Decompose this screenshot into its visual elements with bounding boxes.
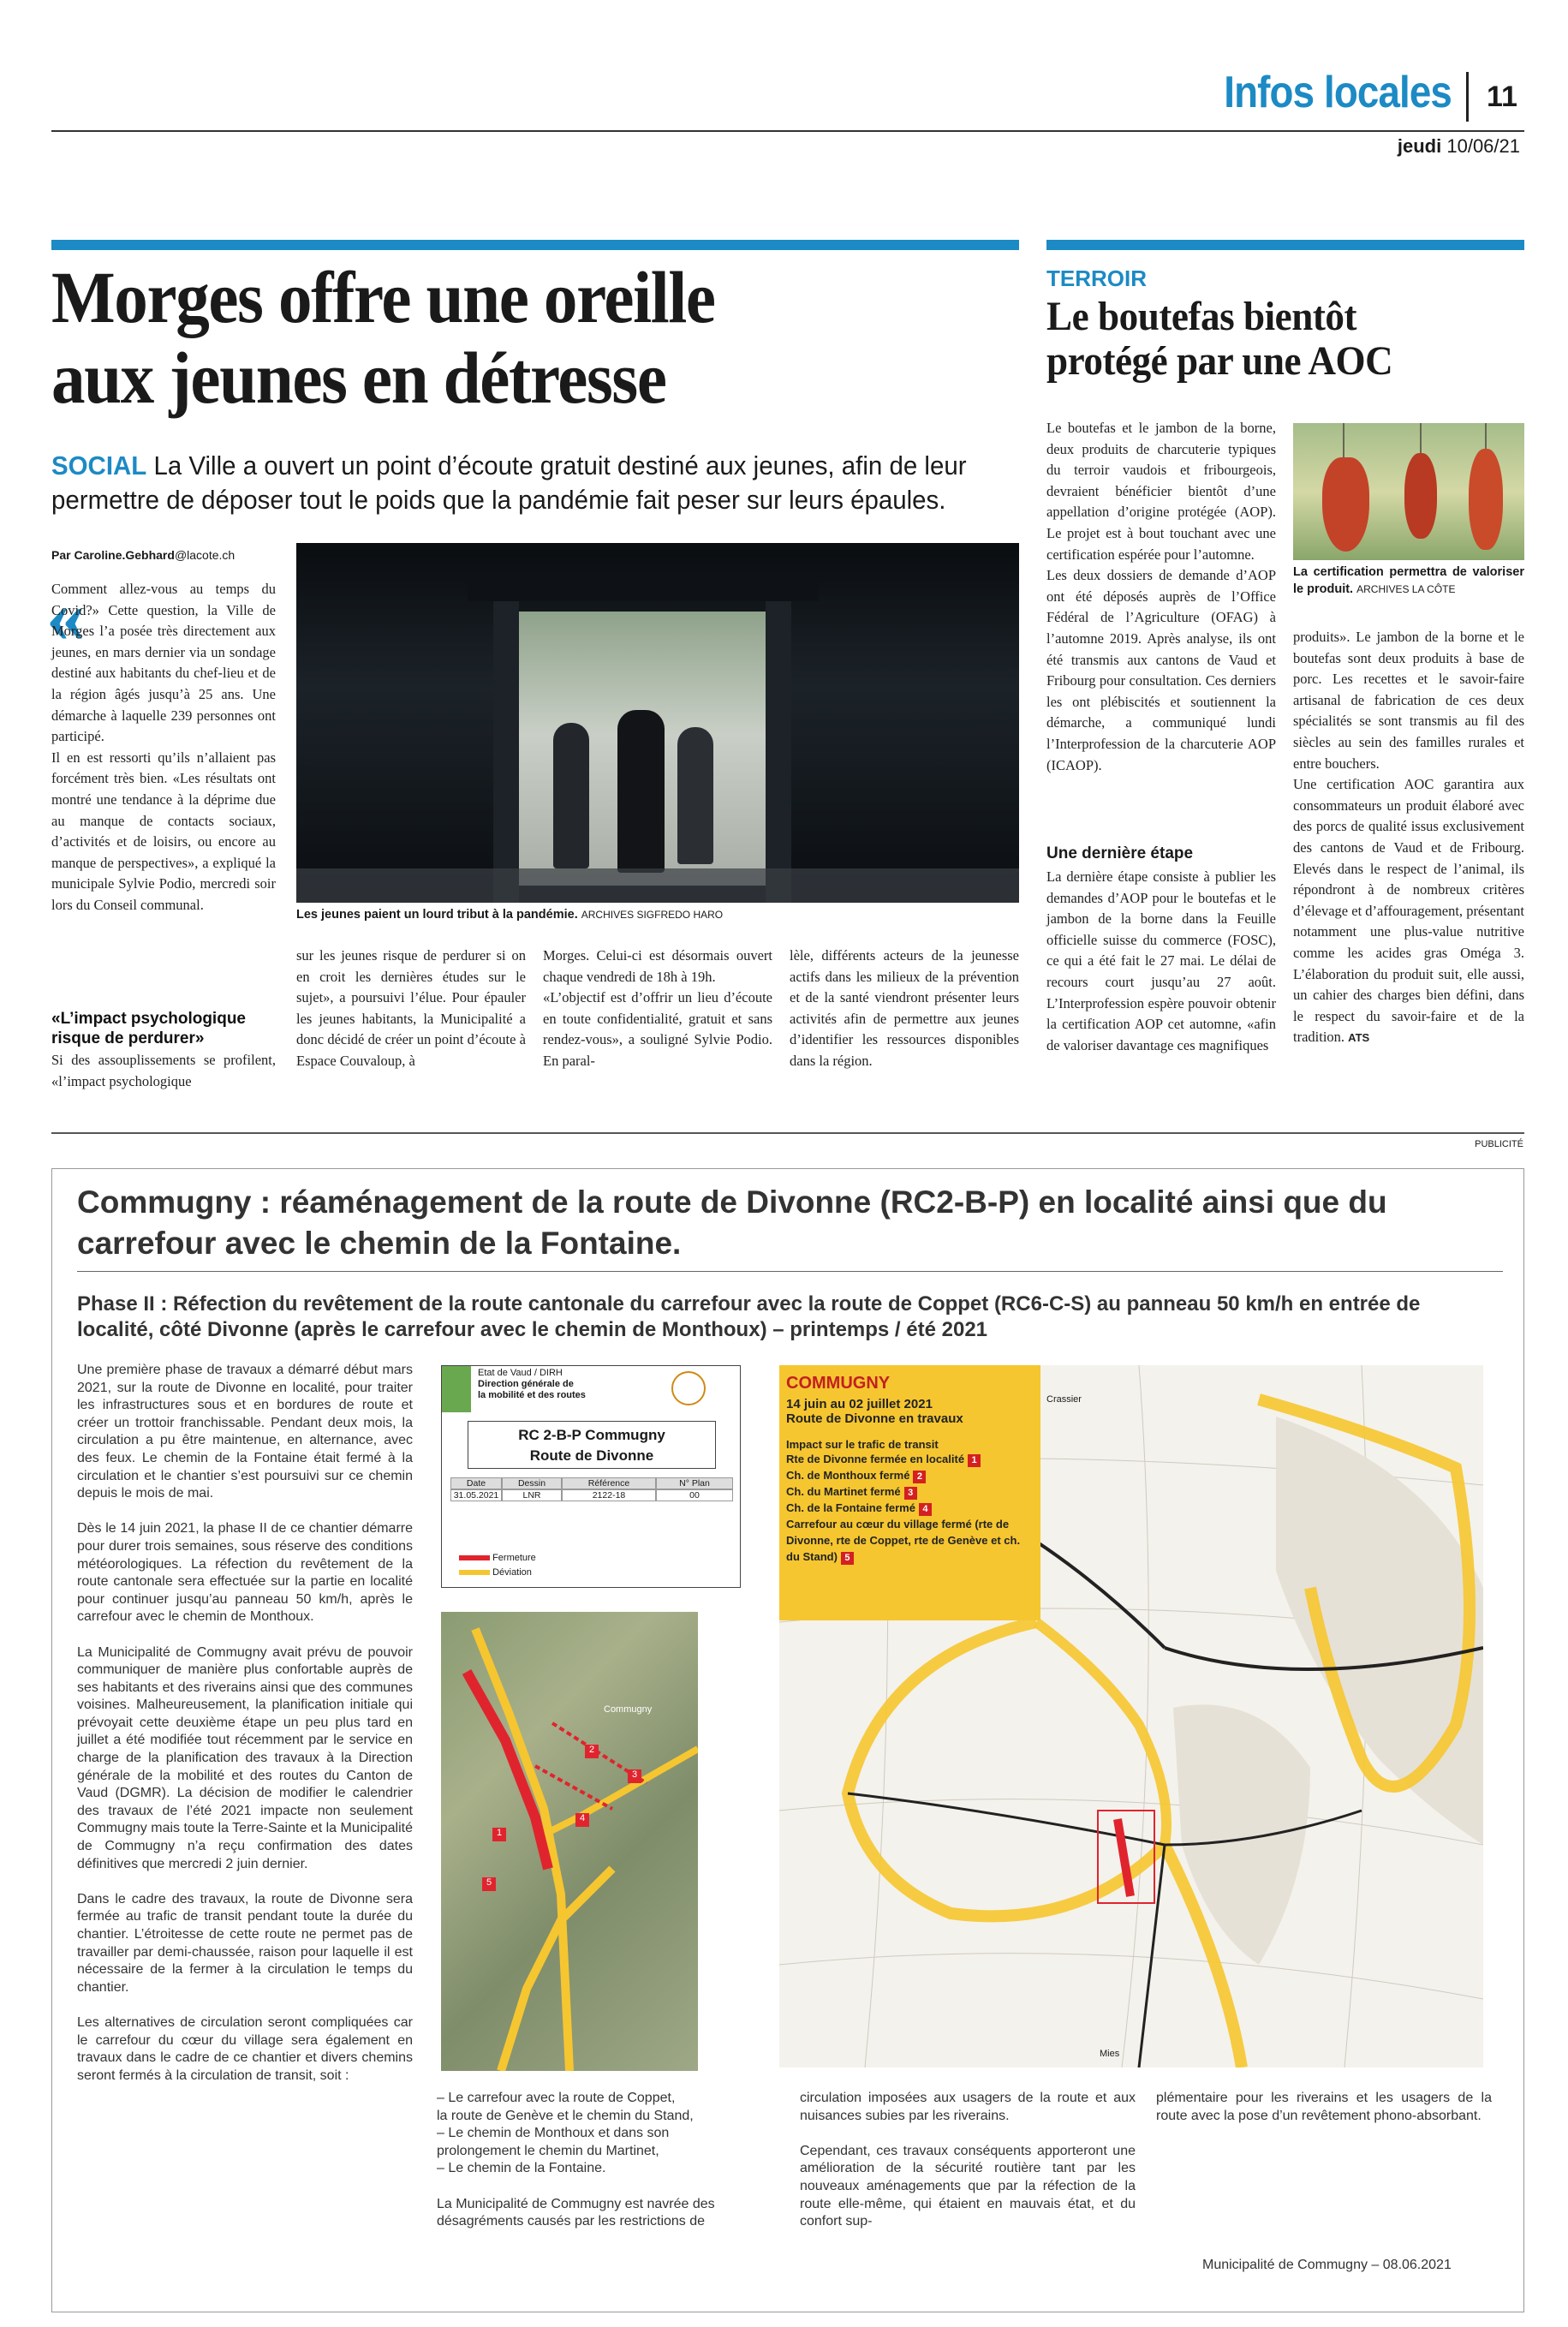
main-title-line1: Morges offre une oreille [51, 256, 715, 338]
issue-date-value: 10/06/21 [1446, 135, 1520, 157]
header-divider [1466, 72, 1469, 122]
side-title-line1: Le boutefas bientôt [1046, 294, 1357, 339]
plan-v-dessin: LNR [502, 1489, 562, 1501]
main-col2: sur les jeunes risque de perdurer si on en croit les dernières études sur le sujet», a poursuivi l’élue. Pour épauler les jeunes habitants, la Municipalité a donc décidé de créer un point d’écoute à Espace Couvaloup, à [296, 947, 526, 1069]
side-kicker: TERROIR [1046, 266, 1147, 291]
plan-marker-3: 3 [628, 1769, 641, 1783]
boutefas-photo [1293, 423, 1524, 560]
side-col2 [1293, 627, 1524, 1049]
side-photo-caption [1293, 564, 1524, 598]
legend-closure: Fermeture [492, 1553, 536, 1563]
ad-title: Commugny : réaménagement de la route de Divonne (RC2-B-P) en localité ainsi que du carrefour avec le chemin de la Fontaine. [77, 1184, 1387, 1261]
main-col1-end: Si des assouplissements se profilent, «l’impact psychologique [51, 1052, 276, 1089]
side-col1: Le boutefas et le jambon de la borne, deux produits de charcuterie typiques du terroir vaudois et fribourgeois, devraient bénéficier bientôt d’une appellation d’origine protégée (AOP). Le projet est à bout touchant avec une certification espérée pour l’automne. Les deux dossiers de demande d’AOP ont été déposés auprès de l’Office Fédéral de l’Agriculture (OFAG) à l’automne 2019. Après analyse, ils ont été transmis aux cantons de Vaud et Fribourg pour consultation. Ces derniers les ont plébiscités et soutiennent la démarche, a communiqué lundi l’Interprofession de la charcuterie AOP (ICAOP). [1046, 420, 1276, 773]
plan-h-num: N° Plan [656, 1477, 733, 1489]
side-subhead: Une dernière étape [1046, 844, 1194, 862]
plan-marker-2: 2 [585, 1745, 599, 1758]
lead-kicker: SOCIAL [51, 450, 147, 480]
info-item-2: Ch. de Monthoux fermé 2 [786, 1467, 1034, 1483]
main-title-line2: aux jeunes en détresse [51, 337, 666, 419]
plan-org3: la mobilité et des routes [478, 1390, 586, 1400]
main-col3: Morges. Celui-ci est désormais ouvert chaque vendredi de 18h à 19h. «L’objectif est d’offrir un lieu d’écoute en toute confidentialité, gratuit et sans rendez-vous», a souligné Sylvie Podio. En paral- [543, 947, 772, 1069]
plan-h-date: Date [450, 1477, 502, 1489]
main-article-lead [51, 449, 971, 517]
side-photo-caption-text: La certification permettra de valoriser le produit. [1293, 565, 1524, 596]
side-title-line2: protégé par une AOC [1046, 338, 1393, 384]
info-dates: 14 juin au 02 juillet 2021 [786, 1397, 933, 1411]
side-title [1046, 295, 1392, 384]
info-item-5: Carrefour au cœur du village fermé (rte de Divonne, rte de Coppet, rte de Genève et ch. du Stand) 5 [786, 1518, 1021, 1563]
section-title: Infos locales [1224, 68, 1452, 117]
issue-date [1398, 135, 1520, 158]
plan-v-date: 31.05.2021 [450, 1489, 502, 1501]
info-item-1: Rte de Divonne fermée en localité 1 [786, 1451, 1034, 1467]
lead-text: La Ville a ouvert un point d’écoute gratuit destiné aux jeunes, afin de leur permettre de déposer tout le poids que la pandémie fait peser sur leurs épaules. [51, 450, 967, 515]
main-col4: lèle, différents acteurs de la jeunesse actifs dans les milieux de la prévention et de la santé viendront présenter leurs activités afin de permettre aux jeunes d’identifier les ressources disponibles dans la région. [790, 947, 1019, 1069]
side-col2-text: produits». Le jambon de la borne et le boutefas sont deux produits à base de porc. Les recettes et le savoir-faire artisanal de fabrication de ces deux spécialités se sont transmis au fil des siècles au sein des familles rurales et entre bouchers. Une certification AOC garantira aux consommateurs un produit élaboré avec des porcs de qualité issus exclusivement des cantons de Vaud et de Fribourg. Elevés dans le respect de l’animal, ils répondront à de nombreux critères d’élevage et d’affouragement, présentant notamment une plus-value nutritive comme les acides gras Oméga 3. L’élaboration du produit suit, elle aussi, un cahier des charges bien défini, dans le respect du savoir-faire et de la tradition. [1293, 629, 1524, 1046]
ad-title-rule [77, 1271, 1503, 1272]
photo-caption [296, 908, 723, 922]
side-article-bar [1046, 240, 1524, 250]
plan-v-num: 00 [656, 1489, 733, 1501]
plan-cartouche [441, 1365, 741, 1588]
plan-title2: Route de Divonne [529, 1447, 654, 1464]
legend-detour: Déviation [492, 1567, 532, 1578]
photo-caption-text: Les jeunes paient un lourd tribut à la pandémie. [296, 908, 578, 922]
ad-subtitle: Phase II : Réfection du revêtement de la route cantonale du carrefour avec la route de Coppet (RC6-C-S) au panneau 50 km/h en entrée de localité, côté Divonne (après le carrefour avec le chemin de Monthoux) – printemps / été 2021 [77, 1292, 1421, 1341]
photo-credit: ARCHIVES SIGFREDO HARO [581, 909, 724, 921]
map-place-top: Crassier [1046, 1394, 1082, 1405]
page-number: 11 [1487, 81, 1517, 113]
plan-marker-4: 4 [575, 1813, 589, 1827]
plan-title1: RC 2-B-P Commugny [518, 1427, 665, 1443]
plan-v-ref: 2122-18 [562, 1489, 656, 1501]
info-box [779, 1365, 1040, 1620]
ad-col1: Une première phase de travaux a démarré début mars 2021, sur la route de Divonne en localité, pour traiter les infrastructures sous et en bordures de route et créer un trottoir franchissable. Pendant deux mois, la circulation a pu être maintenue, en alternance, avec des feux. Le chemin de la Fontaine était fermé à la circulation et le chantier s’est poursuivi sur ce chemin depuis le mois de mai. Dès le 14 juin 2021, la phase II de ce chantier démarre pour durer trois semaines, sous réserve des conditions météorologiques. La réfection du revêtement de la route cantonale sera effectuée sur la partie en localité pour continuer jusqu’au panneau 50 km/h, après le carrefour avec le chemin de Monthoux. La Municipalité de Commugny avait prévu de pouvoir communiquer de manière plus confortable auprès de ses habitants et des riverains ainsi que des communes voisines. Malheureusement, la planification initiale qui prévoyait cette deuxième étape un peu plus tard en juillet a été modifiée tout récemment par le service en charge de la planification des travaux à la Direction générale de la mobilité et des routes du Canton de Vaud (DGMR). La décision de modifier le calendrier des travaux de l’été 2021 impacte non seulement Commugny mais toute la Terre-Sainte et la Municipalité de Commugny n’a reçu confirmation des dates définitives que mercredi 2 juin dernier. Dans le cadre des travaux, la route de Divonne sera fermée au trafic de transit pendant toute la durée du chantier. L’étroitesse de cette route ne permet pas de travailler par demi-chaussée, raison pour laquelle il est nécessaire de la fermer à la circulation le temps du chantier. Les alternatives de circulation seront compliquées car le carrefour du cœur du village sera également en travaux dans le cadre de ce chantier et divers chemins seront fermés à la circulation de transit, soit : [77, 1363, 413, 2083]
side-col1-end: La dernière étape consiste à publier les demandes d’AOP pour le boutefas et le jambon de la borne dans la Feuille officielle suisse du commerce (FOSC), ce qui a été fait le 27 mai. Le délai de recours court jusqu’au 27 août. L’Interprofession espère pouvoir obtenir la certification AOP cet automne, «afin de valoriser davantage ces magnifiques [1046, 868, 1276, 1053]
issue-day: jeudi [1397, 135, 1442, 157]
ad-col3: circulation imposées aux usagers de la route et aux nuisances subies par les riverains. Cependant, ces travaux conséquents apporteront une amélioration de la sécurité routière tant par les nouveaux aménagements que par la réfection de la route elle-même, qui étaient en mauvais état, et du confort sup- [800, 2091, 1136, 2229]
info-item-4: Ch. de la Fontaine fermé 4 [786, 1500, 1034, 1516]
info-title: COMMUGNY [786, 1374, 891, 1393]
plan-org1: Etat de Vaud / DIRH [478, 1368, 563, 1378]
plan-h-ref: Référence [562, 1477, 656, 1489]
plan-marker-1: 1 [492, 1828, 506, 1841]
info-item-3: Ch. du Martinet fermé 3 [786, 1483, 1034, 1500]
plan-h-dessin: Dessin [502, 1477, 562, 1489]
byline-author: Par Caroline.Gebhard [51, 548, 175, 562]
byline [51, 548, 235, 562]
aerial-plan [441, 1612, 698, 2071]
main-subhead: «L’impact psychologique risque de perdurer» [51, 1010, 246, 1047]
plan-org2: Direction générale de [478, 1379, 574, 1389]
quote-mark: « [46, 574, 85, 659]
main-article-title [51, 257, 715, 418]
ad-col4: plémentaire pour les riverains et les usagers de la route avec la pose d’un revêtement phono-absorbant. [1156, 2091, 1492, 2123]
side-photo-credit: ARCHIVES LA CÔTE [1356, 583, 1456, 595]
side-signature: ATS [1348, 1031, 1370, 1045]
byline-domain: @lacote.ch [174, 548, 235, 562]
header-rule [51, 130, 1524, 132]
map-place-bottom: Mies [1100, 2049, 1120, 2059]
plan-map-label: Commugny [604, 1704, 653, 1715]
info-road: Route de Divonne en travaux [786, 1411, 963, 1426]
main-article-bar [51, 240, 1019, 250]
info-impact: Impact sur le trafic de transit [786, 1438, 939, 1451]
main-article-photo [296, 543, 1019, 903]
main-col1-intro: Comment allez-vous au temps du Covid?» Cette question, la Ville de Morges l’a posée très directement aux jeunes, en mars dernier via un sondage destiné aux habitants du chef-lieu et de la région âgés jusqu’à 25 ans. Une démarche à laquelle 239 personnes ont participé. Il en est ressorti qu’ils n’allaient pas forcément très bien. «Les résultats ont montré une tendance à la déprime due au manque de contacts sociaux, d’activités et de loisirs, ou encore au manque de perspectives», a expliqué la municipale Sylvie Podio, mercredi soir lors du Conseil communal. [51, 581, 276, 913]
ad-col2: – Le carrefour avec la route de Coppet, la route de Genève et le chemin du Stand, – Le chemin de Monthoux et dans son prolongement le chemin du Martinet, – Le chemin de la Fontaine. La Municipalité de Commugny est navrée des désagréments causés par les restrictions de [437, 2091, 715, 2229]
plan-marker-5: 5 [482, 1877, 496, 1891]
ad-label: PUBLICITÉ [1475, 1139, 1523, 1149]
ad-signature: Municipalité de Commugny – 08.06.2021 [1202, 2258, 1452, 2272]
ad-top-rule [51, 1132, 1524, 1134]
